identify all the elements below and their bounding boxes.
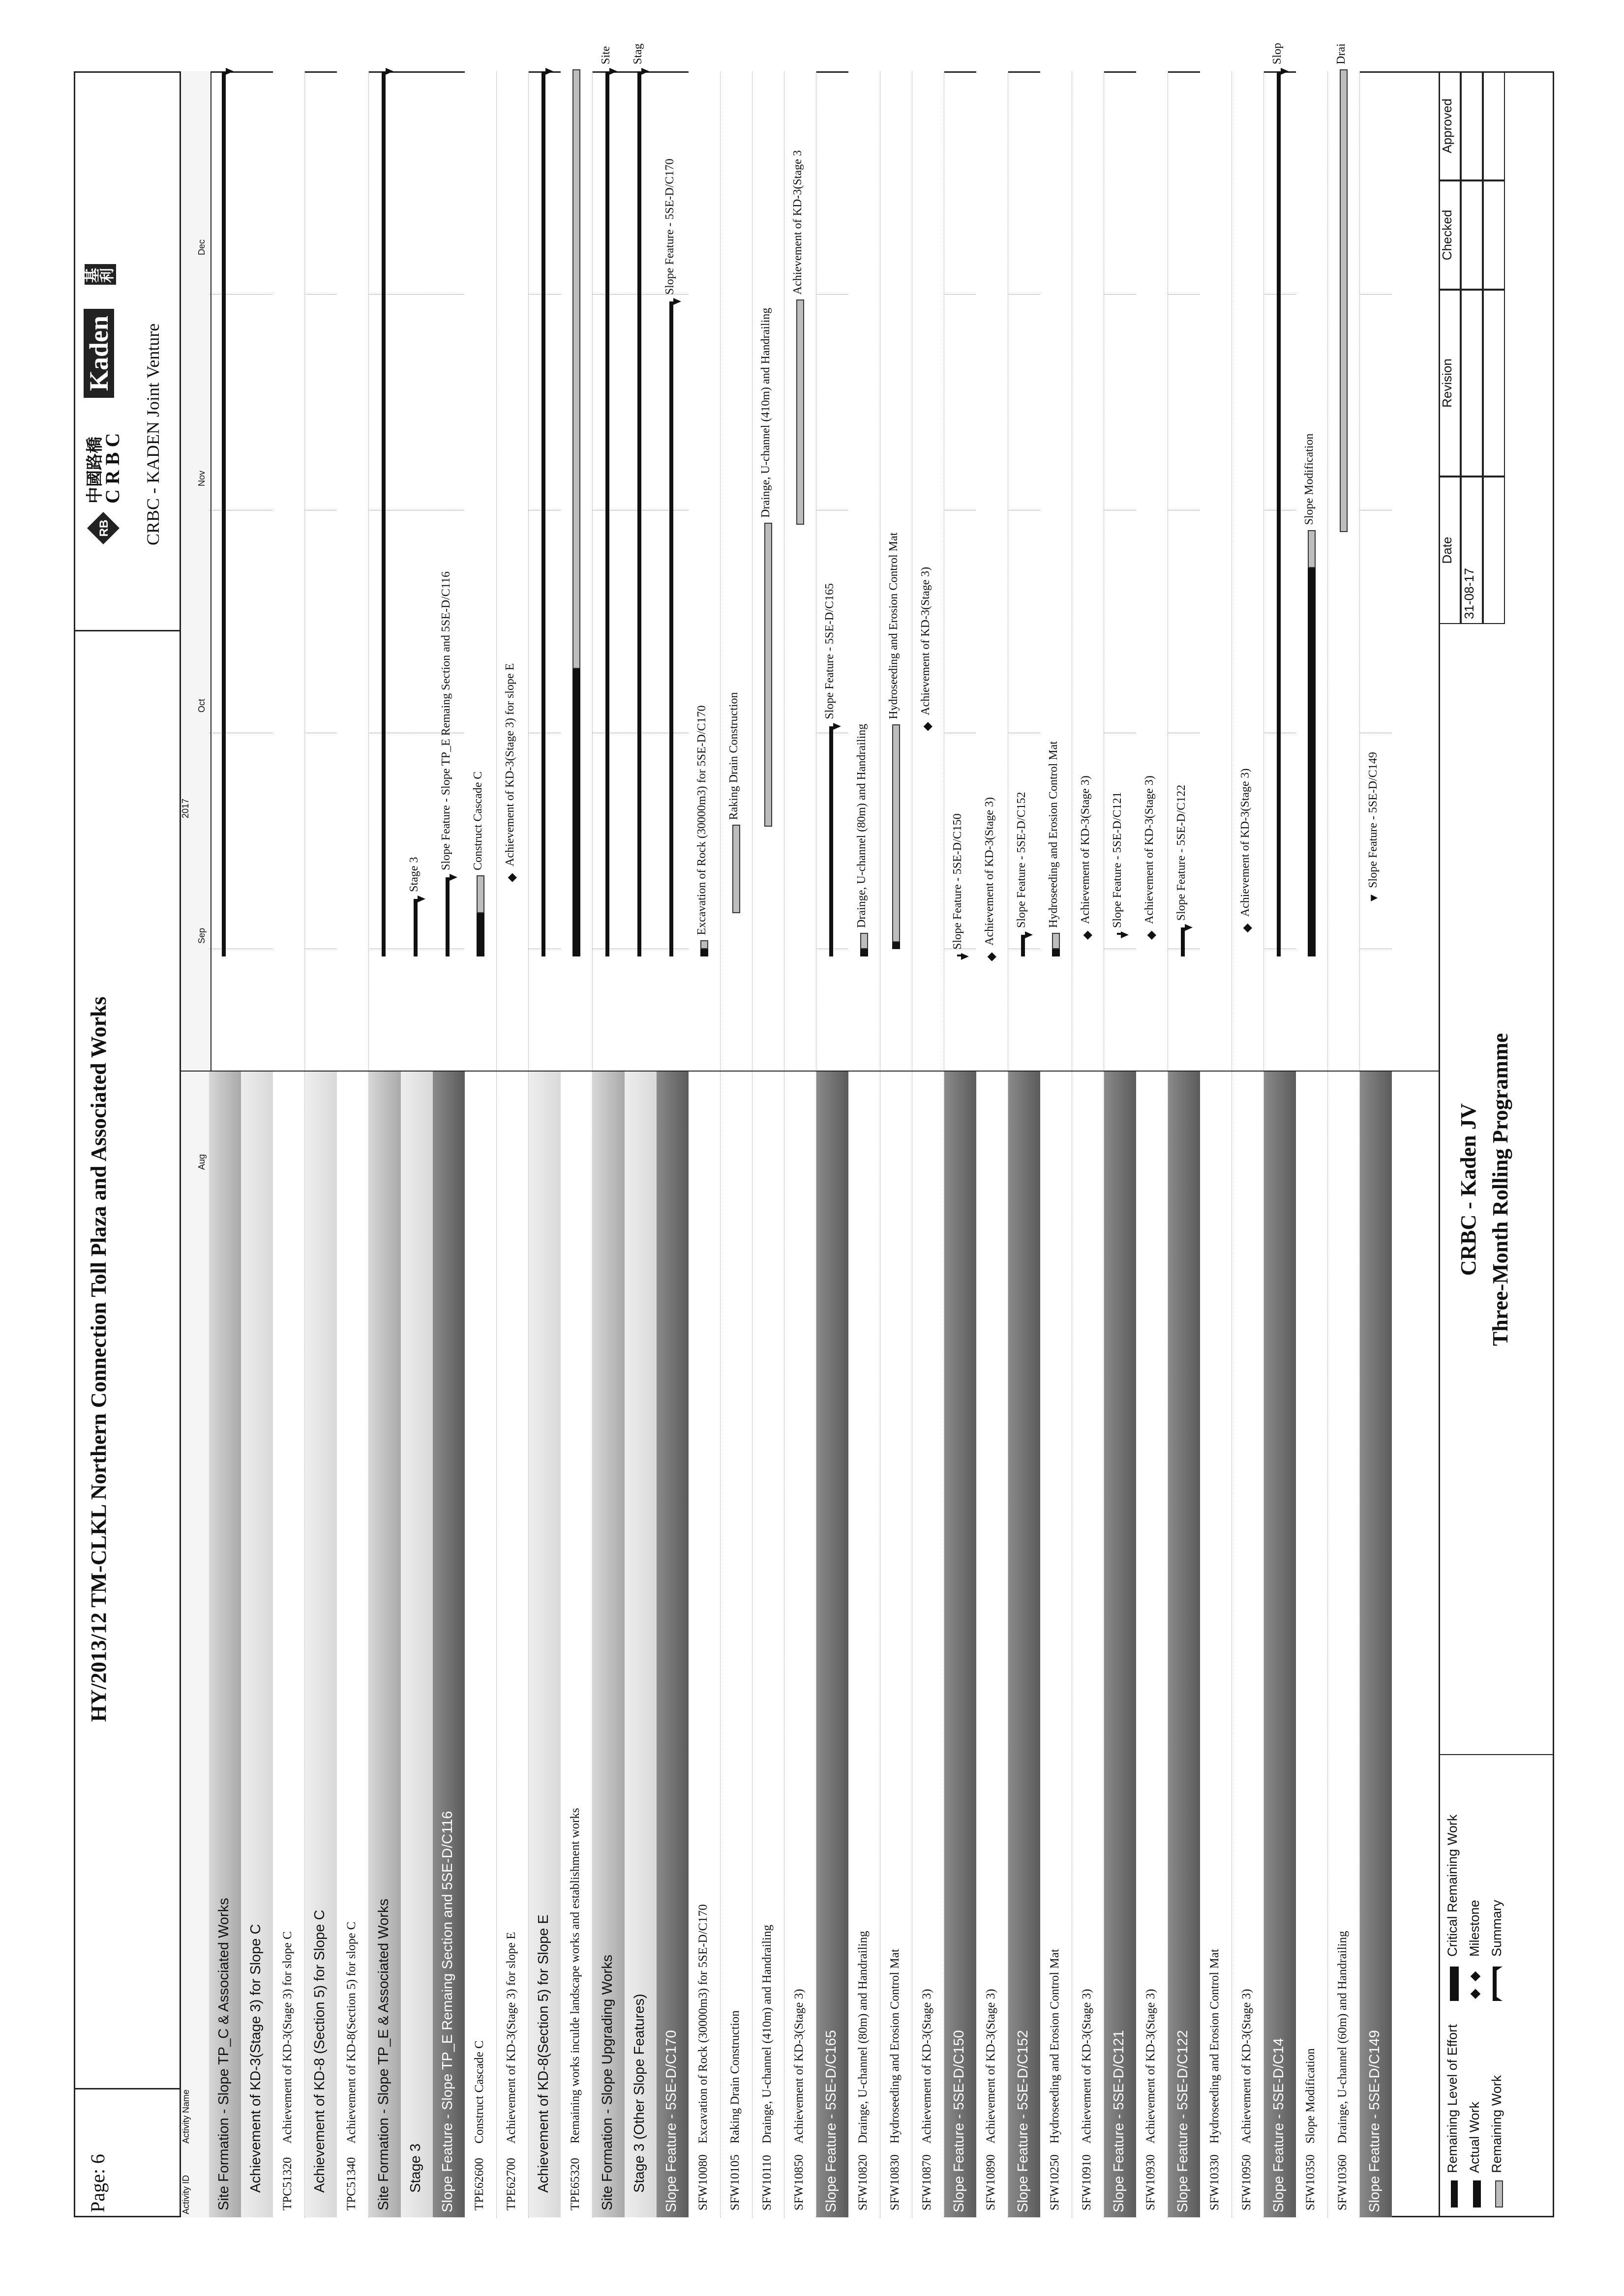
activity-row[interactable] [976,71,1008,2217]
gantt-bar-label: Achievement of KD-3(Stage 3) [1239,768,1252,917]
gantt-bar-label: Achievement of KD-3(Stage 3) [1143,775,1156,924]
legend-summary-swatch [1493,1967,1504,2001]
wbs-heading: Site Formation - Slope TP_E & Associated Works [376,1899,391,2210]
date-value: 31-08-17 [1462,567,1476,619]
column-header-band [180,71,211,2217]
activity-name: Achievement of KD-3(Stage 3) for slope E [505,1932,518,2144]
legend-critical-remaining: Critical Remaining Work [1445,1814,1460,1957]
remaining-work-bar [732,825,740,913]
remaining-work-bar [1308,530,1316,568]
activity-row[interactable] [1136,71,1168,2217]
summary-bar [669,301,673,956]
summary-bar [541,71,545,956]
checked-header-cell [1439,180,1461,290]
month-nov: Nov [197,470,207,486]
wbs-summary-row[interactable] [1360,1072,1392,2217]
activity-row[interactable] [1040,71,1072,2217]
remaining-work-bar [1340,69,1348,532]
activity-id: TPC51340 [345,2157,358,2210]
crbc-logo: CRBC [101,428,123,504]
gantt-bar-label: Achievement of KD-3(Stage 3) [983,797,996,946]
gantt-bar-label: Achievement of KD-3(Stage 3 [791,150,804,295]
activity-row[interactable] [497,71,529,2217]
footer-company: CRBC - Kaden JV [1456,1103,1480,1276]
activity-name: Slope Modification [1304,2048,1317,2144]
wbs-summary-row[interactable] [1104,1072,1136,2217]
activity-id: SFW10950 [1240,2154,1253,2210]
wbs-summary-row[interactable] [816,1072,848,2217]
legend-remaining-loe: Remaining Level of Effort [1445,2024,1460,2173]
activity-id: SFW10820 [856,2154,870,2210]
gantt-bar-label: Hydroseeding and Erosion Control Mat [887,532,900,719]
approved-header-cell [1439,71,1461,180]
activity-row[interactable] [1072,71,1104,2217]
summary-bar-end-cap [226,68,234,75]
legend-milestone-icon: ◆ ◆ [1467,1971,1482,1999]
gantt-bar-label: Slope Feature - 5SE-D/C121 [1111,792,1124,928]
wbs-summary-row[interactable] [1008,1072,1040,2217]
milestone-diamond-icon: ◆ [1081,930,1094,940]
actual-work-bar [572,669,580,956]
wbs-summary-row[interactable] [241,1072,273,2217]
summary-bar [829,726,833,956]
activity-name: Achievement of KD-3(Stage 3) [1080,1989,1093,2144]
activity-id: SFW10870 [920,2154,933,2210]
actual-work-bar [892,942,900,950]
summary-bar [1181,927,1185,956]
gantt-bar-label: Slope Feature - 5SE-D/C149 [1367,752,1380,888]
header-divider-left [74,2088,180,2089]
rb-diamond-logo [86,511,120,545]
gantt-bar-label: Slope Feature - 5SE-D/C170 [663,158,676,295]
gantt-bar-label: Drainge, U-channel (80m) and Handrailing [855,723,868,928]
activity-name: Hydroseeding and Erosion Control Mat [1208,1949,1221,2144]
legend-milestone: Milestone [1467,1900,1482,1957]
summary-bar-end-cap [1185,924,1193,931]
activity-row[interactable] [689,71,721,2217]
activity-name: Achievement of KD-3(Stage 3) [1144,1989,1157,2144]
month-sep: Sep [197,927,207,944]
summary-bar-end-cap [961,953,969,960]
wbs-summary-row[interactable] [1264,1072,1296,2217]
footer-programme: Three-Month Rolling Programme [1488,1033,1512,1346]
wbs-summary-row[interactable] [657,1072,689,2217]
remaining-work-bar [796,299,804,525]
gantt-bar-label: Stage 3 [408,857,421,892]
activity-row[interactable] [273,71,305,2217]
schedule-body [209,42,1439,2217]
summary-bar-end-cap [545,68,553,75]
gantt-bar-label: Raking Drain Construction [727,692,740,820]
activity-row[interactable] [1200,71,1232,2217]
legend-remaining-swatch [1495,2180,1503,2207]
summary-bar [222,71,226,956]
activity-row[interactable] [1232,71,1264,2217]
legend-summary: Summary [1489,1900,1504,1957]
gantt-bar-label: Slope Feature - 5SE-D/C150 [951,813,964,950]
milestone-diamond-icon: ◆ [1241,923,1254,933]
activity-row[interactable] [1296,71,1328,2217]
activity-id: TPE65320 [569,2158,582,2210]
gantt-bar-label: Hydroseeding and Erosion Control Mat [1047,741,1060,928]
gantt-bar-label: Construct Cascade C [472,771,484,870]
activity-id: TPE62600 [473,2158,486,2210]
activity-name: Remaining works inculde landscape works and establishment works [569,1808,582,2144]
wbs-heading: Achievement of KD-8 (Section 5) for Slope C [312,1909,328,2193]
month-aug: Aug [197,1154,207,1170]
wbs-heading: Slope Feature - 5SE-D/C152 [1015,2030,1031,2212]
wbs-summary-row[interactable] [369,1072,401,2217]
milestone-diamond-icon: ◆ [1145,930,1158,940]
summary-bar-end-cap [450,874,457,881]
remaining-work-bar [700,940,708,950]
summary-bar-end-cap [1025,931,1033,938]
wbs-heading: Slope Feature - 5SE-D/C14 [1271,2038,1287,2212]
summary-bar [957,954,961,956]
summary-bar-end-cap [1121,931,1129,938]
wbs-heading: Achievement of KD-3(Stage 3) for Slope C [248,1924,264,2193]
gantt-bar-label: Slope Feature - 5SE-D/C122 [1175,784,1188,921]
activity-row[interactable] [912,71,944,2217]
activity-id: SFW10850 [792,2154,806,2210]
legend-actual-work: Actual Work [1467,2101,1482,2173]
remaining-work-bar [764,523,772,827]
joint-venture-name: CRBC - KADEN Joint Venture [143,323,163,545]
revision-value-cell-2 [1483,290,1505,477]
date-value-cell [1461,477,1483,624]
gantt-bar-label: Excavation of Rock (30000m3) for 5SE-D/C170 [695,705,708,935]
gantt-bar-label: Slope Feature - Slope TP_E Remaing Section and 5SE-D/C116 [440,571,452,870]
summary-bar [414,899,418,956]
gantt-bar-label: Slope Feature - 5SE-D/C165 [823,583,836,719]
name-gantt-divider [180,1071,1439,1072]
wbs-summary-row[interactable] [305,1072,337,2217]
legend-actual-swatch [1473,2180,1481,2207]
gantt-bar-label: Slop [1271,42,1284,64]
activity-name: Achievement of KD-3(Stage 3) [1240,1989,1253,2144]
revision-label: Revision [1440,358,1454,408]
activity-id: SFW10110 [760,2155,774,2210]
summary-bar [637,71,641,956]
legend-critical-swatch [1450,1967,1459,2001]
wbs-heading: Slope Feature - 5SE-D/C121 [1111,2030,1127,2212]
gantt-bar-label: Achievement of KD-3(Stage 3) [1079,775,1092,924]
approved-value-cell [1461,71,1483,180]
gantt-bar-label: Drainge, U-channel (410m) and Handrailing [759,307,772,518]
wbs-heading: Slope Feature - 5SE-D/C122 [1175,2030,1191,2212]
crbc-logo-cn: 中國路橋 [86,437,104,504]
summary-bar-end-cap [386,68,393,75]
wbs-summary-row[interactable] [529,1072,561,2217]
gantt-bar-label: Achievement of KD-3(Stage 3) for slope E [504,663,516,866]
date-value-cell-2 [1483,477,1505,624]
wbs-summary-row[interactable] [625,1072,657,2217]
gantt-bar-label: Slope Modification [1303,433,1316,525]
wbs-summary-row[interactable] [944,1072,976,2217]
year-header: 2017 [180,798,190,818]
wbs-heading: Slope Feature - 5SE-D/C170 [663,2030,679,2212]
wbs-heading: Slope Feature - 5SE-D/C165 [823,2030,839,2212]
actual-work-bar [1052,949,1060,956]
summary-bar-end-cap [673,298,681,305]
revision-header-cell [1439,290,1461,477]
activity-name: Achievement of KD-3(Stage 3) [920,1989,933,2144]
activity-id: TPE62700 [505,2158,518,2210]
gantt-bar-label: Achievement of KD-3(Stage 3) [919,567,932,716]
wbs-heading: Slope Feature - 5SE-D/C150 [951,2030,967,2212]
activity-name: Construct Cascade C [473,2040,486,2144]
page-number: Page: 6 [87,2154,109,2212]
summary-bar [1117,933,1121,935]
approved-value-cell-2 [1483,71,1505,180]
activity-name: Drainge, U-channel (60m) and Handrailing [1336,1931,1349,2144]
month-oct: Oct [197,698,207,713]
summary-bar [605,71,609,956]
activity-id: SFW10250 [1048,2154,1061,2210]
wbs-summary-row[interactable] [1168,1072,1200,2217]
activity-row[interactable] [721,71,752,2217]
activity-id: TPC51320 [281,2157,294,2210]
project-title: HY/2013/12 TM-CLKL Northern Connection Toll Plaza and Associated Works [87,996,111,1722]
summary-bar-end-cap [1281,68,1289,75]
wbs-heading: Site Formation - Slope Upgrading Works [600,1954,615,2210]
remaining-work-bar [572,69,580,669]
svg-text:RB: RB [97,519,111,537]
activity-id: SFW10830 [888,2154,902,2210]
summary-bar-end-cap [609,68,617,75]
actual-work-bar [860,949,868,956]
activity-id-header: Activity ID [181,2175,191,2214]
gantt-bar-label: Stag [632,43,644,64]
summary-bar [1277,71,1281,956]
activity-name: Achievement of KD-3(Stage 3) [792,1989,806,2144]
wbs-heading: Slope Feature - 5SE-D/C149 [1367,2030,1383,2212]
actual-work-bar [1308,568,1316,956]
activity-id: SFW10360 [1336,2154,1349,2210]
remaining-work-bar [860,933,868,949]
gantt-bar-label: Site [600,46,612,64]
wbs-heading: Slope Feature - Slope TP_E Remaing Section and 5SE-D/C116 [440,1811,455,2212]
checked-value-cell [1461,180,1483,290]
checked-label: Checked [1440,209,1454,261]
summary-bar [1021,935,1025,956]
date-label: Date [1440,537,1454,564]
activity-name: Raking Drain Construction [728,2010,742,2144]
activity-name: Excavation of Rock (30000m3) for 5SE-D/C170 [696,1904,710,2144]
legend-remaining-loe-swatch [1451,2180,1458,2207]
activity-id: SFW10930 [1144,2154,1157,2210]
checked-value-cell-2 [1483,180,1505,290]
legend-remaining-work: Remaining Work [1489,2075,1504,2173]
summary-bar [446,877,450,956]
summary-bar [382,71,386,956]
actual-work-bar [477,913,484,956]
approved-label: Approved [1440,98,1454,153]
wbs-heading: Stage 3 (Other Slope Features) [632,1994,647,2193]
kaden-logo: Kaden [84,309,114,398]
milestone-diamond-icon: ◆ [506,873,518,882]
activity-name: Achievement of KD-3(Stage 3) for slope C [281,1931,294,2144]
revision-value-cell [1461,290,1483,477]
activity-id: SFW10330 [1208,2154,1221,2210]
wbs-summary-row[interactable] [209,1072,241,2217]
activity-name: Drainge, U-channel (80m) and Handrailing [856,1931,870,2144]
activity-row[interactable] [848,71,880,2217]
wbs-heading: Stage 3 [408,2144,423,2193]
gantt-bar-label: Slope Feature - 5SE-D/C152 [1015,792,1028,928]
activity-name: Hydroseeding and Erosion Control Mat [1048,1949,1061,2144]
remaining-work-bar [1052,933,1060,949]
kaden-logo-cn: 基利 [85,264,116,285]
activity-row[interactable] [880,71,912,2217]
milestone-diamond-icon: ◆ [921,722,934,731]
wbs-summary-row[interactable] [593,1072,625,2217]
summary-bar-end-cap [833,723,841,730]
activity-name: Drainge, U-channel (410m) and Handrailing [760,1925,774,2144]
activity-name: Hydroseeding and Erosion Control Mat [888,1949,902,2144]
wbs-summary-row[interactable] [433,1072,465,2217]
actual-work-bar [700,949,708,956]
month-dec: Dec [197,239,207,255]
activity-id: SFW10890 [984,2154,997,2210]
wbs-summary-row[interactable] [401,1072,433,2217]
milestone-diamond-icon: ◆ [985,952,998,961]
activity-id: SFW10350 [1304,2154,1317,2210]
wbs-heading: Achievement of KD-8(Section 5) for Slope E [536,1914,551,2193]
date-header-cell [1439,477,1461,624]
activity-name: Achievement of KD-3(Stage 3) [984,1989,997,2144]
activity-name: Achievement of KD-8(Section 5) for slope C [345,1921,358,2144]
activity-row[interactable] [337,71,369,2217]
remaining-work-bar [477,875,484,913]
activity-name-header: Activity Name [181,2089,191,2144]
activity-id: SFW10080 [696,2154,710,2210]
milestone-triangle-icon: ▼ [1368,892,1381,904]
summary-bar-end-cap [641,68,649,75]
activity-id: SFW10910 [1080,2154,1093,2210]
header-divider-right [74,630,180,631]
wbs-heading: Site Formation - Slope TP_C & Associated Works [216,1898,232,2210]
remaining-work-bar [892,724,900,942]
activity-row[interactable] [465,71,497,2217]
gantt-bar-label: Drai [1335,43,1348,64]
activity-id: SFW10105 [728,2154,742,2210]
summary-bar-end-cap [418,895,425,902]
